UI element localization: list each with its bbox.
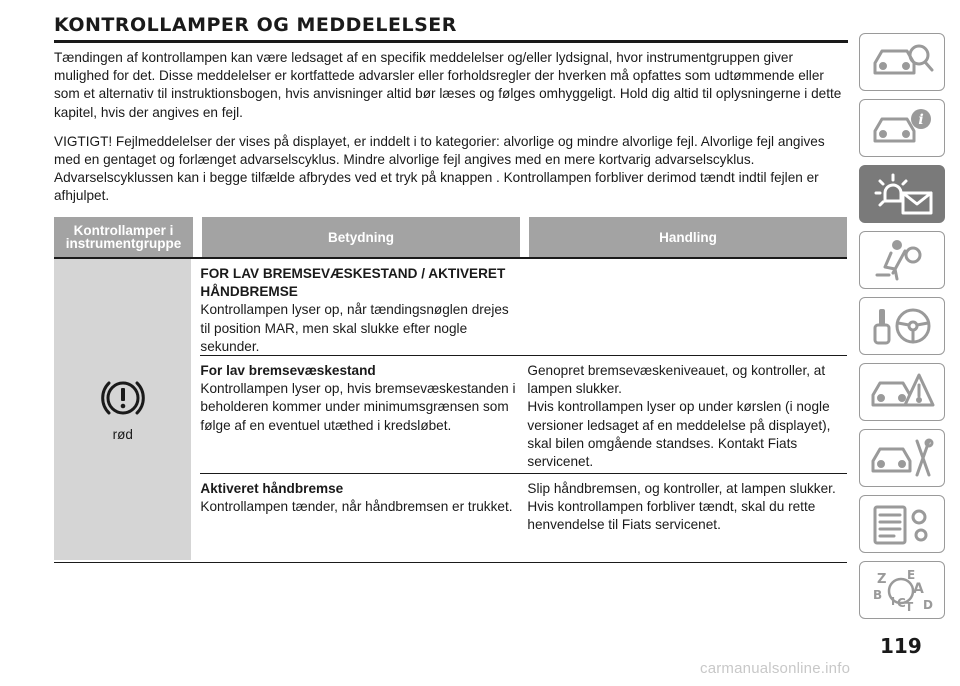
svg-text:C: C (897, 596, 906, 610)
svg-text:B: B (873, 588, 883, 602)
car-info-icon (867, 105, 937, 151)
car-search-icon (867, 39, 937, 85)
tab-maintenance[interactable] (859, 429, 945, 487)
svg-text:i: i (918, 112, 924, 128)
table-rows (200, 259, 847, 562)
table-row (200, 356, 847, 474)
watermark: carmanualsonline.info (700, 660, 851, 677)
tab-starting-driving[interactable] (859, 297, 945, 355)
warning-lights-table (54, 217, 847, 563)
tab-index[interactable] (859, 561, 945, 619)
table-row (200, 259, 847, 356)
tab-warning-lights[interactable] (859, 165, 945, 223)
meaning-cell (200, 356, 518, 473)
svg-text:T: T (905, 600, 914, 613)
meaning-title: FOR LAV BREMSEVÆSKESTAND / AKTIVERET HÅNDBREMSE (200, 266, 506, 300)
brake-warning-icon (98, 373, 148, 423)
meaning-text: Kontrollampen lyser op, hvis bremsevæskestanden i beholderen kommer under minimumsgrænsen som følge af en eventuel utæthed i kredsløbet. (200, 381, 516, 433)
car-tools-icon (867, 435, 937, 481)
meaning-cell (200, 474, 518, 562)
page-title: KONTROLLAMPER OG MEDDELELSER (54, 14, 457, 36)
tab-safety[interactable] (859, 231, 945, 289)
steering-wheel-key-icon (867, 303, 937, 349)
tab-technical-data[interactable] (859, 495, 945, 553)
page-number: 119 (880, 634, 922, 658)
meaning-title: For lav bremsevæskestand (200, 363, 376, 378)
list-gear-icon (867, 501, 937, 547)
lamp-color-label: rød (112, 427, 133, 442)
action-cell: Slip håndbremsen, og kontroller, at lampen slukker. Hvis kontrollampen forbliver tændt, skal du rette henvendelse til Fiats servicenet. (527, 481, 836, 533)
header-action: Handling (529, 217, 847, 257)
tab-car-info[interactable] (859, 99, 945, 157)
warning-light-envelope-icon (867, 171, 937, 217)
chapter-tabs (859, 33, 945, 627)
svg-text:A: A (913, 581, 924, 597)
lamp-cell (54, 259, 191, 560)
intro-paragraph: Tændingen af kontrollampen kan være ledsaget af en specifik meddelelser og/eller lydsignal, hvor instrumentgruppen giver mulighed for det. Disse meddelelser er kortfattede advarsler eller forholdsregler der hverken må opfattes som udtømmende eller som et alternativ til instruktionsbogen, hvis anvisninger altid bør læses og følges omhyggeligt. Hold dig altid til oplysningerne i dette kapitel, hvis der angives en fejl. (54, 50, 842, 120)
table-header (54, 217, 847, 257)
car-warning-icon (867, 369, 937, 415)
svg-text:Z: Z (877, 572, 887, 587)
tab-car-search[interactable] (859, 33, 945, 91)
title-underline (54, 40, 848, 43)
airbag-seat-icon (867, 237, 937, 283)
tab-emergency[interactable] (859, 363, 945, 421)
meaning-cell (200, 259, 518, 355)
important-paragraph: VIGTIGT! Fejlmeddelelser der vises på displayet, er inddelt i to kategorier: alvorlige og mindre alvorlige fejl. Alvorlige fejl angives med en gentaget og forlænget advarselscyklus. Mindre alvorlige fejl angives med en mere kortvarig advarselscyklus. Advarselscyklussen kan i begge tilfælde afbrydes ved et tryk på knappen . Kontrollampen forbliver derimod tændt indtil fejlen er afhjulpet. (54, 133, 825, 204)
table-body (54, 259, 847, 562)
header-meaning: Betydning (202, 217, 520, 257)
svg-text:E: E (907, 568, 916, 582)
alphabet-index-icon (867, 567, 937, 613)
svg-text:D: D (923, 598, 933, 612)
meaning-text: Kontrollampen tænder, når håndbremsen er trukket. (200, 499, 513, 515)
svg-text:I: I (891, 595, 896, 608)
table-row (200, 474, 847, 562)
meaning-title: Aktiveret håndbremse (200, 481, 344, 496)
table-bottom-rule (54, 562, 847, 563)
header-lamps: Kontrollamper i instrumentgruppe (54, 217, 193, 257)
main-content (54, 14, 848, 206)
action-cell: Genopret bremsevæskeniveauet, og kontroller, at lampen slukker. Hvis kontrollampen lyser op under kørslen (i nogle versioner ledsaget af en meddelelse på displayet), skal bilen omgående standses. Kontakt Fiats servicenet. (527, 363, 831, 470)
action-cell (527, 259, 845, 355)
meaning-text: Kontrollampen lyser op, når tændingsnøglen drejes til position MAR, men skal slukke efter nogle sekunder. (200, 302, 509, 354)
